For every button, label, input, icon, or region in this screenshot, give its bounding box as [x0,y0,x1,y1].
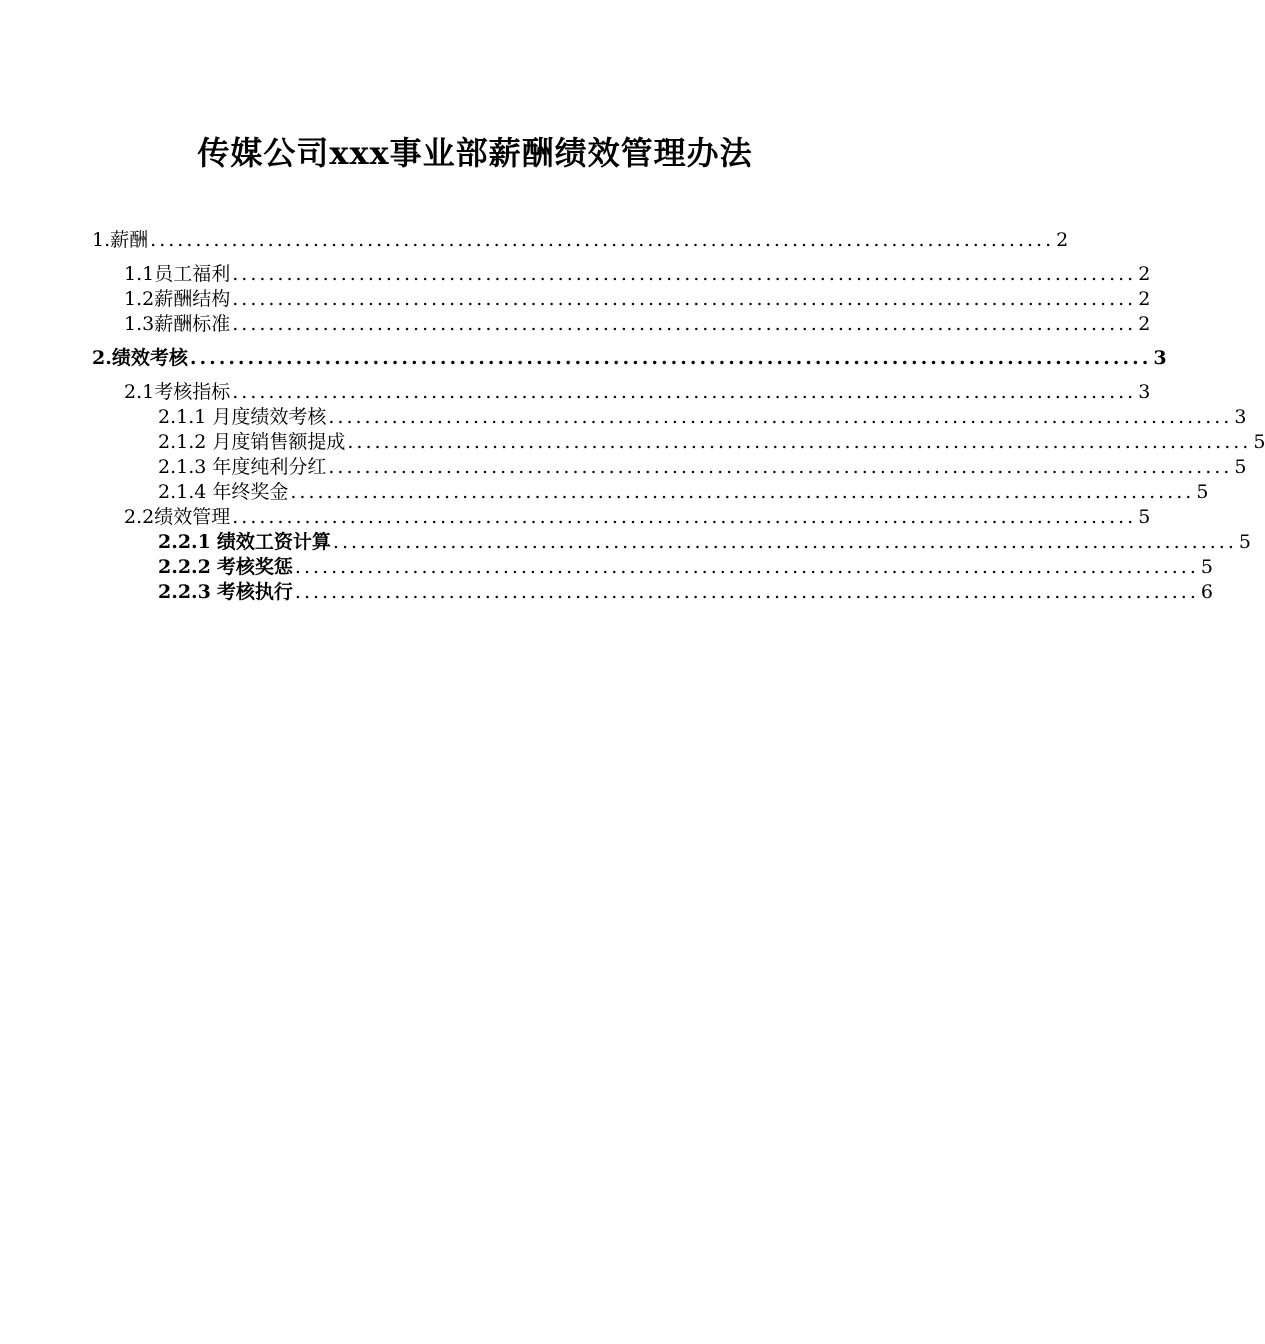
toc-entry-page: 5 [1234,456,1247,478]
toc-entry-2[interactable] [92,346,1167,371]
toc-entry-number: 2.2 [124,506,155,528]
toc-leader-dots: .................................................................................................... [294,556,1199,578]
toc-leader-dots: .................................................................................................... [328,456,1233,478]
toc-entry-label: 年终奖金 [212,481,289,503]
toc-entry-2-1-2[interactable] [158,430,1265,455]
toc-entry-page: 5 [1238,531,1251,553]
toc-entry-label: 薪酬标准 [154,313,231,335]
toc-leader-dots: .................................................................................................... [232,313,1137,335]
toc-entry-label: 年度纯利分红 [212,456,327,478]
toc-entry-label: 考核奖惩 [216,556,293,578]
toc-entry-2-1-3[interactable] [158,455,1247,480]
toc-leader-dots: .................................................................................................... [232,506,1137,528]
toc-entry-2-1-1[interactable] [158,405,1247,430]
toc-entry-page: 3 [1234,406,1247,428]
toc-leader-dots: .................................................................................................... [294,581,1199,603]
toc-entry-label: 绩效工资计算 [216,531,331,553]
toc-leader-dots: .................................................................................................... [232,381,1137,403]
toc-entry-page: 2 [1138,263,1151,285]
toc-entry-page: 5 [1138,506,1151,528]
toc-entry-number: 2.1 [124,381,155,403]
toc-entry-label: 考核指标 [154,381,231,403]
toc-entry-number: 2.2.1 [158,531,211,553]
toc-entry-1-3[interactable] [124,312,1151,337]
toc-entry-2-2[interactable] [124,505,1151,530]
toc-entry-number: 1.1 [124,263,155,285]
toc-leader-dots: .................................................................................................... [232,263,1137,285]
toc-entry-number: 2.1.4 [158,481,207,503]
toc-entry-label: 员工福利 [154,263,231,285]
toc-entry-page: 3 [1153,347,1167,369]
toc-entry-page: 5 [1253,431,1265,453]
toc-entry-number: 1.2 [124,288,155,310]
toc-entry-1-2[interactable] [124,287,1151,312]
toc-entry-label: 薪酬结构 [154,288,231,310]
toc-entry-number: 1.3 [124,313,155,335]
toc-entry-number: 2.2.3 [158,581,211,603]
toc-entry-page: 2 [1056,229,1069,251]
page-title: 传媒公司xxx事业部薪酬绩效管理办法 [197,134,753,172]
toc-entry-label: 绩效考核 [111,347,188,369]
toc-entry-page: 6 [1200,581,1213,603]
toc-entry-label: 绩效管理 [154,506,231,528]
toc-entry-label: 月度销售额提成 [212,431,346,453]
toc-entry-number: 2. [92,347,112,369]
toc-entry-label: 薪酬 [110,229,149,251]
toc-entry-label: 考核执行 [216,581,293,603]
toc-entry-number: 2.2.2 [158,556,211,578]
toc-leader-dots: .................................................................................................... [290,481,1195,503]
toc-entry-2-2-3[interactable] [158,580,1213,605]
toc-entry-1-1[interactable] [124,262,1151,287]
toc-entry-number: 2.1.3 [158,456,207,478]
toc-entry-label: 月度绩效考核 [212,406,327,428]
toc-entry-number: 1. [92,229,111,251]
toc-entry-page: 3 [1138,381,1151,403]
toc-entry-2-2-1[interactable] [158,530,1251,555]
toc-entry-2-2-2[interactable] [158,555,1213,580]
toc-leader-dots: .................................................................................................... [232,288,1137,310]
toc-entry-2-1[interactable] [124,380,1151,405]
toc-entry-number: 2.1.2 [158,431,207,453]
toc-entry-page: 5 [1196,481,1209,503]
toc-leader-dots: .................................................................................................... [347,431,1252,453]
toc-entry-2-1-4[interactable] [158,480,1209,505]
toc-leader-dots: .................................................................................................... [332,531,1237,553]
toc-entry-page: 5 [1200,556,1213,578]
toc-leader-dots: .................................................................................................... [328,406,1233,428]
toc-leader-dots: .................................................................................................... [189,347,1152,369]
toc-entry-1[interactable] [92,228,1069,253]
toc-entry-page: 2 [1138,313,1151,335]
toc-leader-dots: .................................................................................................... [150,229,1055,251]
toc-entry-page: 2 [1138,288,1151,310]
toc-entry-number: 2.1.1 [158,406,207,428]
